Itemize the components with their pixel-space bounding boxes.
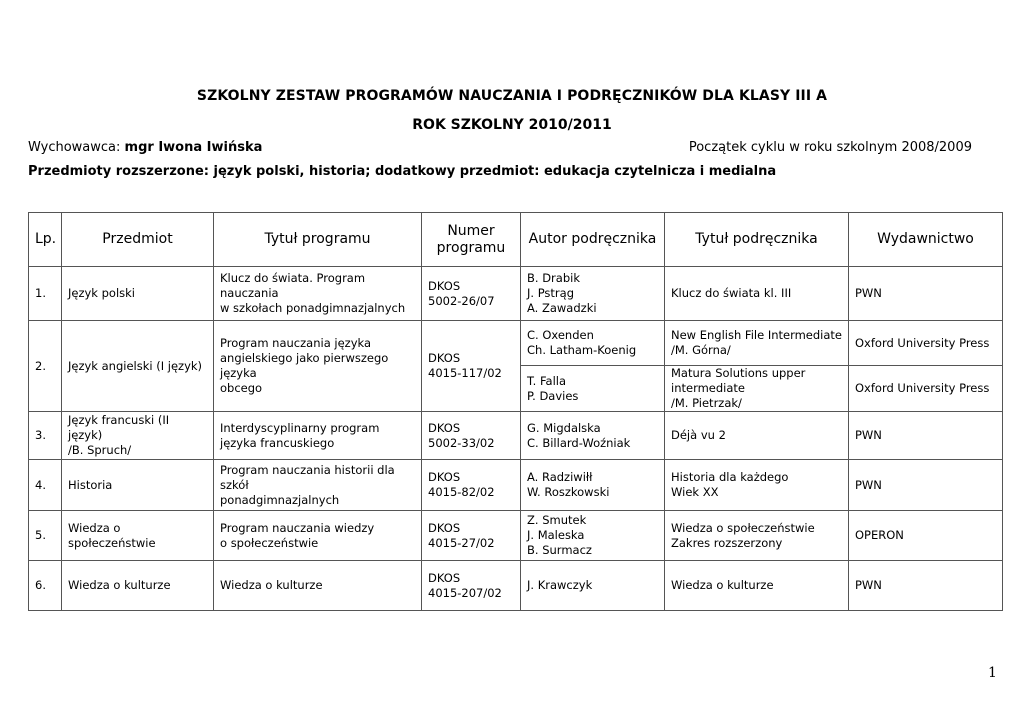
table-row	[29, 460, 1003, 511]
cell-lp: 4.	[29, 460, 62, 511]
cell-subject: Język francuski (II język) /B. Spruch/	[62, 412, 214, 460]
cycle-info: Początek cyklu w roku szkolnym 2008/2009	[688, 140, 972, 155]
cell-author: B. Drabik J. Pstrąg A. Zawadzki	[521, 267, 665, 321]
table-row	[29, 267, 1003, 321]
cell-program-number: DKOS 5002-26/07	[422, 267, 521, 321]
teacher-name: mgr Iwona Iwińska	[124, 140, 263, 155]
table-row	[29, 561, 1003, 611]
cell-program-title: Klucz do świata. Program nauczania w szkołach ponadgimnazjalnych	[214, 267, 422, 321]
col-header-publisher: Wydawnictwo	[849, 213, 1003, 267]
cell-publisher: PWN	[849, 412, 1003, 460]
cell-publisher: Oxford University Press	[849, 321, 1003, 366]
teacher-line	[28, 140, 262, 155]
cell-lp: 2.	[29, 321, 62, 412]
cell-book-title: Klucz do świata kl. III	[665, 267, 849, 321]
page-number: 1	[988, 665, 997, 681]
cell-program-title: Program nauczania języka angielskiego jako pierwszego języka obcego	[214, 321, 422, 412]
cell-author: T. Falla P. Davies	[521, 366, 665, 412]
cell-subject: Historia	[62, 460, 214, 511]
cell-publisher: Oxford University Press	[849, 366, 1003, 412]
cell-program-title: Wiedza o kulturze	[214, 561, 422, 611]
cell-program-title: Interdyscyplinarny program języka francuskiego	[214, 412, 422, 460]
cell-book-title: Wiedza o kulturze	[665, 561, 849, 611]
cell-program-number: DKOS 4015-117/02	[422, 321, 521, 412]
col-header-program-title: Tytuł programu	[214, 213, 422, 267]
cell-subject: Język angielski (I język)	[62, 321, 214, 412]
cell-program-number: DKOS 5002-33/02	[422, 412, 521, 460]
cell-subject: Wiedza o kulturze	[62, 561, 214, 611]
school-year: ROK SZKOLNY 2010/2011	[412, 117, 612, 133]
cell-subject: Język polski	[62, 267, 214, 321]
cell-program-number: DKOS 4015-27/02	[422, 511, 521, 561]
table-header-row	[29, 213, 1003, 267]
curriculum-table	[28, 212, 1003, 611]
table-row	[29, 412, 1003, 460]
table-row	[29, 511, 1003, 561]
cell-author: A. Radziwiłł W. Roszkowski	[521, 460, 665, 511]
cell-book-title: Matura Solutions upper intermediate /M. Pietrzak/	[665, 366, 849, 412]
cell-book-title: Déjà vu 2	[665, 412, 849, 460]
cell-program-number: DKOS 4015-207/02	[422, 561, 521, 611]
cell-program-title: Program nauczania wiedzy o społeczeństwie	[214, 511, 422, 561]
document-title: SZKOLNY ZESTAW PROGRAMÓW NAUCZANIA I PODRĘCZNIKÓW DLA KLASY III A	[196, 88, 828, 104]
cell-lp: 6.	[29, 561, 62, 611]
cell-author: G. Migdalska C. Billard-Woźniak	[521, 412, 665, 460]
teacher-label: Wychowawca:	[28, 140, 121, 155]
table-row	[29, 321, 1003, 366]
cell-author: Z. Smutek J. Maleska B. Surmacz	[521, 511, 665, 561]
cell-book-title: Historia dla każdego Wiek XX	[665, 460, 849, 511]
cell-program-title: Program nauczania historii dla szkół ponadgimnazjalnych	[214, 460, 422, 511]
cell-program-number: DKOS 4015-82/02	[422, 460, 521, 511]
col-header-author: Autor podręcznika	[521, 213, 665, 267]
extended-subjects: Przedmioty rozszerzone: język polski, historia; dodatkowy przedmiot: edukacja czytelnicza i medialna	[28, 164, 777, 179]
cell-author: J. Krawczyk	[521, 561, 665, 611]
cell-publisher: PWN	[849, 460, 1003, 511]
cell-publisher: PWN	[849, 561, 1003, 611]
col-header-program-number: Numer programu	[422, 213, 521, 267]
cell-lp: 3.	[29, 412, 62, 460]
cell-subject: Wiedza o społeczeństwie	[62, 511, 214, 561]
cell-book-title: New English File Intermediate /M. Górna/	[665, 321, 849, 366]
col-header-subject: Przedmiot	[62, 213, 214, 267]
cell-author: C. Oxenden Ch. Latham-Koenig	[521, 321, 665, 366]
cell-book-title: Wiedza o społeczeństwie Zakres rozszerzony	[665, 511, 849, 561]
cell-publisher: PWN	[849, 267, 1003, 321]
cell-lp: 5.	[29, 511, 62, 561]
cell-lp: 1.	[29, 267, 62, 321]
cell-publisher: OPERON	[849, 511, 1003, 561]
col-header-lp: Lp.	[29, 213, 62, 267]
col-header-book-title: Tytuł podręcznika	[665, 213, 849, 267]
